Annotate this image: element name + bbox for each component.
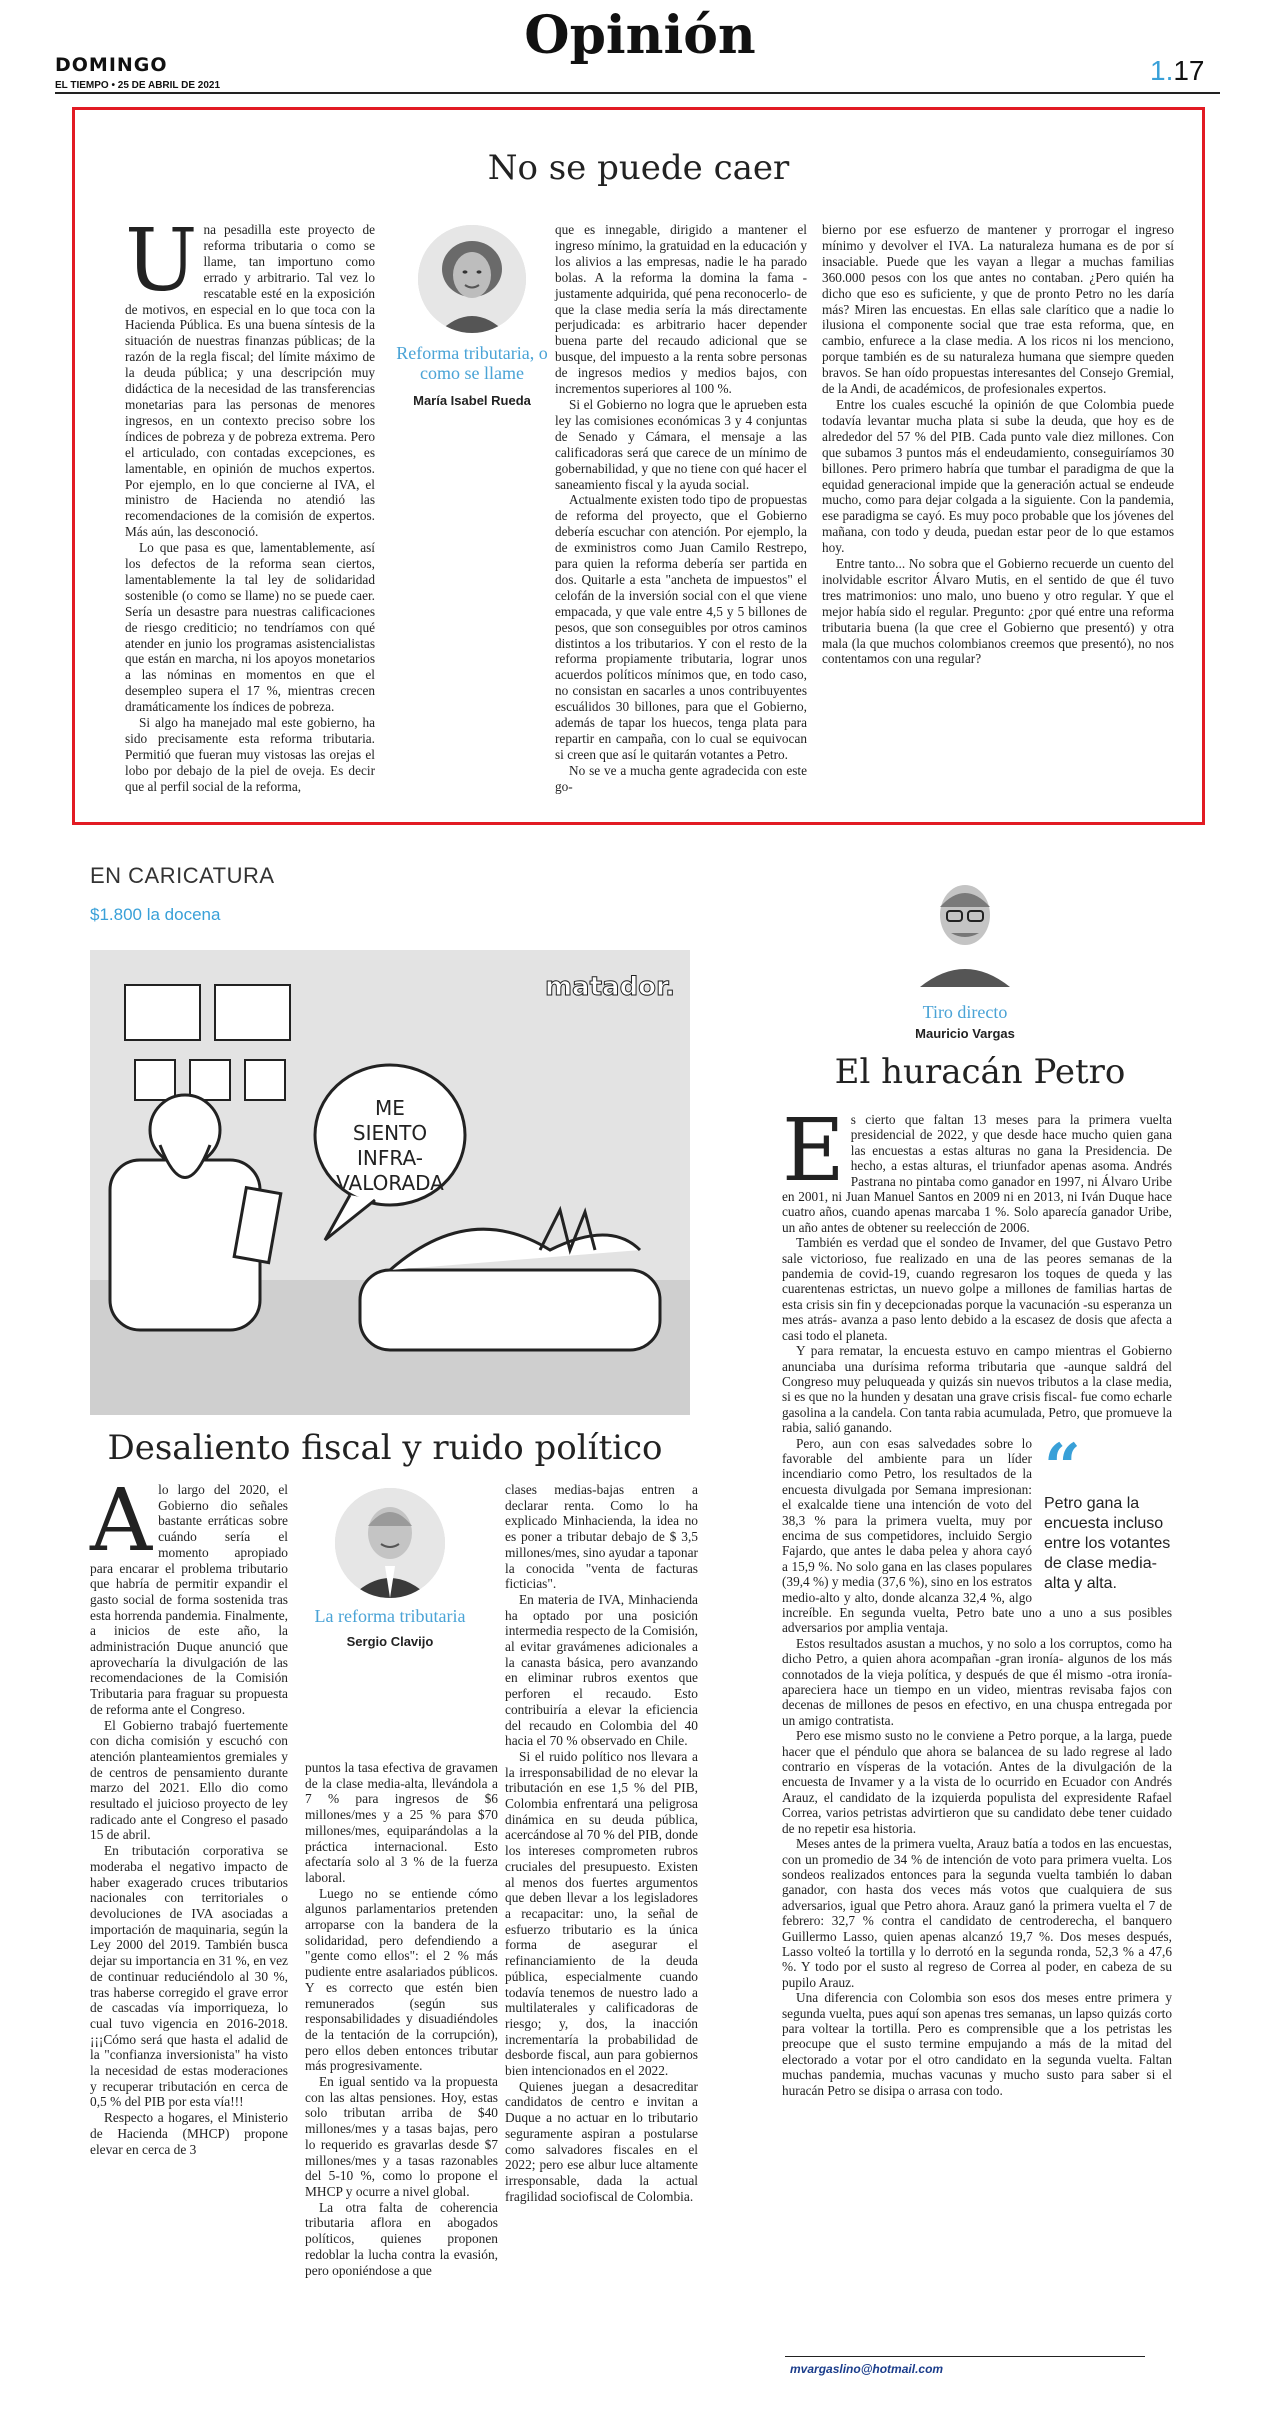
cartoon-signature: matador. [544,972,676,1002]
column-name: Reforma tributaria, o como se llame [396,343,548,383]
man-portrait-icon [335,1488,445,1598]
page-number-value: 17 [1173,55,1205,86]
paragraph: Pero ese mismo susto no le conviene a Petro porque, a la larga, puede hacer que el péndulo que ahora se balancea de su lado regrese al lado contrario en vísperas de la votación. Antes de la divulgación de la encuesta de Invamer y a la vista de lo ocurrido en Ecuador con Andrés Arauz, el candidato de la izquierda populista del expresidente Rafael Correa, varios petristas advirtieron que su candidato debe tener cuidado de no repetir esa historia. [782,1728,1172,1836]
paragraph: Actualmente existen todo tipo de propuestas de reforma del proyecto, que el Gobierno debería escuchar con atención. Por ejemplo, la de exministros como Juan Camilo Restrepo, para quien la reforma debería ser partida en dos. Quitarle a esta "ancheta de impuestos" el celofán de la inversión social con el que viene empacada, y que vale entre 4,5 y 5 billones de pesos, que son conseguibles por otros caminos distintos a los tributarios. Y con el resto de la reforma propiamente tributaria, lograr unos acuerdos políticos mínimos que, en todo caso, no consistan en sacarles a unos contribuyentes escuálidos 30 billones, para que el Gobierno, además de tapar los huecos, tenga plata para repartir en campaña, con lo cual se equivocan si creen que así le quitarán votantes a Petro. [555,492,807,762]
svg-text:SIENTO: SIENTO [352,1121,428,1145]
paragraph: El Gobierno trabajó fuertemente con dicha comisión y escuchó con atención planteamientos gremiales y de centros de pensamiento durante marzo del 2021. Ello dio como resultado el juicioso proyecto de ley radicado ante el Congreso el pasado 15 de abril. [90,1717,288,1843]
pullquote-block [1044,1429,1172,1594]
paragraph: puntos la tasa efectiva de gravamen de la clase media-alta, llevándola a 7 % para ingresos de $6 millones/mes y a 25 % para $70 millones/mes, equiparándolas a la práctica internacional. Esto afectaría solo al 3 % de la fuerza laboral. [305,1760,498,1885]
woman-portrait-icon [418,225,526,333]
svg-text:VALORADA: VALORADA [336,1171,444,1195]
svg-text:ME: ME [375,1096,405,1120]
article2-col1 [90,1471,288,2157]
dropcap: A [90,1471,153,1571]
page-number [1150,55,1205,87]
paragraph: Si algo ha manejado mal este gobierno, ha sido precisamente esta reforma tributaria. Permitió que fueran muy vistosas las orejas el lobo por debajo de la piel de oveja. Es decir que al perfil social de la reforma, [125,715,375,794]
footer-rule [785,2356,1145,2357]
paragraph: En tributación corporativa se moderaba el negativo impacto de haber exagerado cruces tributarios nacionales con territoriales o devoluciones de IVA asociadas a importación de maquinaria, según la Ley 2000 del 2019. También busca dejar su importancia en 31 %, en vez de continuar reduciéndolo al 30 %, tras haberse corregido el grave error de cascadas vía imporriqueza, lo cual tuvo vigencia en 2016-2018. ¡¡¡Cómo será que hasta el adalid de la "confianza inversionista" ha visto la necesidad de estas moderaciones y recuperar tributación en cerca de 0,5 % del PIB por esta vía!!! [90,1843,288,2110]
paragraph: s cierto que faltan 13 meses para la primera vuelta presidencial de 2022, y que desde hace mucho quien gana las encuestas a estas alturas no gana la Presidencia. De hecho, a estas alturas, el triunfador apenas asoma. Andrés Pastrana no pintaba como ganador en 1997, ni Álvaro Uribe en 2001, ni Juan Manuel Santos en 2009 ni en 2013, ni Iván Duque hace cuatro años, cuando apenas marcaba 1 %. Solo aparecía ganador Uribe, un año antes de obtener su reelección de 2006. [782,1112,1172,1235]
masthead-rule [55,92,1220,94]
column-name: Tiro directo [922,1002,1008,1022]
page-prefix: 1. [1150,55,1174,86]
paragraph: Entre tanto... No sobra que el Gobierno recuerde un cuento del inolvidable escritor Álvaro Mutis, en el sentido de que él tuvo tres matrimonios: uno malo, uno bueno y otro regular. Y que el mejor había sido el regular. Pregunto: ¿por qué entre una reforma tributaria buena (la que cree el Gobierno que presentó) y otra mala (la que muchos colombianos creemos que presentó), no nos contentamos con una regular? [822,556,1174,667]
paragraph: Meses antes de la primera vuelta, Arauz batía a todos en las encuestas, con un promedio de 34 % de intención de voto para primera vuelta. Los sondeos realizados entonces para la segunda vuelta también lo daban ganador, con hasta dos veces más votos que cualquiera de sus adversarios, igual que Petro ahora. Arauz ganó la primera vuelta el 7 de febrero: 32,7 % contra el candidato de centroderecha, el banquero Guillermo Lasso, quien apenas alcanzó 19,7 %. Dos meses después, Lasso volteó la tortilla y lo derrotó en la segunda ronda, 52,3 % a 47,6 %. Y todo por el susto al regreso de Correa al poder, en cabeza de su pupilo Arauz. [782,1836,1172,1990]
paragraph: La otra falta de coherencia tributaria aflora en abogados políticos, quienes proponen redoblar la lucha contra la evasión, pero oponiéndose a que [305,2199,498,2278]
quote-icon: “ [1044,1429,1081,1505]
paragraph: clases medias-bajas entren a declarar renta. Como lo ha explicado Minhacienda, la idea no es poner a tributar debajo de $ 3,5 millones/mes, sino ayudar a taponar la conocida "venta de facturas ficticias". [505,1482,699,1592]
caricature-image [90,950,690,1415]
paragraph: En materia de IVA, Minhacienda ha optado por una posición intermedia respecto de la Comisión, al evitar gravámenes adicionales a la canasta básica, pero avanzando en eliminar rubros exentos que perforen el recaudo. Esto contribuiría a elevar la eficiencia del recaudo en Colombia del 40 hacia el 70 % observado en Chile. [505,1591,698,1749]
article3-title: El huracán Petro [834,1052,1126,1092]
paragraph: bierno por ese esfuerzo de mantener y prorrogar el ingreso mínimo y devolver el IVA. La naturaleza humana es de por sí insaciable. Puede que les vayan a llegar a muchas familias 360.000 pesos con los que antes no contaban. ¿Pero quién ha dicho que eso es suficiente, y que de pronto Petro no les daría más? Miren las encuestas. En ellas sale clarítico que a nadie lo ilusiona el componente social que trae esta reforma, que, en cambio, enfurece a la clase media. A los ricos ni los menciono, porque también es de su naturaleza humana que siempre queden bravos. Se han oído propuestas interesantes del Consejo Gremial, de la Andi, de académicos, de profesionales expertos. [822,222,1174,397]
pullquote: Petro gana la encuesta incluso entre los votantes de clase media-alta y alta. [1044,1494,1171,1592]
paragraph: Entre los cuales escuché la opinión de que Colombia puede todavía levantar mucha plata si sube la deuda, que hoy es de alrededor del 57 % del PIB. Cada punto vale diez millones. Con que subamos 3 puntos más el endeudamiento, conseguiríamos 30 billones. Pero primero habría que tumbar el paradigma de que la equidad generacional impide que la generación actual se endeude mucho, como para dejar colgada a la siguiente. Con la pandemia, ese paradigma se cayó. Es muy poco probable que los jóvenes del mañana, con todo y deuda, puedan estar peor de lo que estamos hoy. [822,396,1174,556]
paragraph: No se ve a mucha gente agradecida con este go- [555,762,807,794]
svg-text:INFRA-: INFRA- [357,1146,423,1170]
paragraph: Luego no se entiende cómo algunos parlamentarios pretenden arroparse con la bandera de la solidaridad, pero defendiendo a "gente como ellos": el 2 % más pudiente entre asalariados públicos. Y es correcto que estén bien remunerados (según sus responsabilidades y disuadiéndoles de la tentación de la corrupción), pero ellos deben entonces tributar más progresivamente. [305,1885,498,2074]
article1-col3 [822,222,1174,667]
article1-title: No se puede caer [487,148,790,188]
article1-byline [392,225,552,408]
author-name: Mauricio Vargas [915,1026,1015,1041]
therapy-cartoon-icon [90,950,690,1415]
paragraph: Y para rematar, la encuesta estuvo en campo mientras el Gobierno anunciaba una durísima reforma tributaria que -aunque saldrá del Congreso muy peluqueada y quizás sin nuevos tributos a la clase media, si es que no la hunden y desatan una grave crisis fiscal- fue como echarle gasolina a la candela. Con tanta rabia acumulada, Petro, que promueve la rabia, salió ganando. [782,1343,1172,1436]
article2-col3 [505,1482,698,2204]
paragraph: Si el ruido político nos llevara a la irresponsabilidad de no elevar la tributación en ese 1,5 % del PIB, Colombia enfrentará una peligrosa dinámica en su deuda pública, acercándose al 70 % del PIB, donde los intereses comprometen rubros cruciales del presupuesto. Existen al menos dos fuertes argumentos que deben llevar a los legisladores a recapacitar: uno, la señal de esfuerzo tributario es la única forma de asegurar el refinanciamiento de la deuda pública, especialmente cuando todavía tenemos de nuestro lado a multilaterales y calificadoras de riesgo; y, dos, la inacción incrementaría la probabilidad de desborde fiscal, aun para gobiernos bien intencionados en el 2022. [505,1748,698,2079]
author-portrait [905,867,1025,987]
article1-col2 [555,222,807,795]
article1-col1 [125,211,375,795]
caricature-kicker: EN CARICATURA [90,863,275,888]
paragraph: que es innegable, dirigido a mantener el ingreso mínimo, la gratuidad en la educación y los alivios a las empresas, nadie le ha parado bolas. A la reforma la domina la fama -justamente adquirida, qué pena reconocerlo- de que la clase media sería la más directamente perjudicada: es arbitrario hacer depender buena parte del recaudo adicional que se busque, del impuesto a la renta sobre personas de ingresos medios y medios bajos, con incrementos superiores al 100 %. [555,222,807,397]
dropcap: U [125,211,198,311]
paragraph: na pesadilla este proyecto de reforma tributaria o como se llame, tan importuno como errado y arbitrario. Tal vez lo rescatable esté en la exposición de motivos, en especial en lo que toca con la Hacienda Pública. Es una buena síntesis de la situación de nuestras finanzas públicas; de la razón de la regla fiscal; del límite máximo de la deuda pública; y una descripción muy didáctica de la necesidad de las transferencias monetarias para las personas de menores ingresos, en un contexto preciso sobre los índices de pobreza y de pobreza extrema. Pero el articulado, con contadas excepciones, es lamentable, en opinión de muchos expertos. Por ejemplo, en lo que concierne al IVA, el ministro de Hacienda no atendió las recomendaciones de la comisión de expertos. Más aún, las desconoció. [125,222,375,540]
paragraph: También es verdad que el sondeo de Invamer, del que Gustavo Petro sale victorioso, fue realizado en una de las peores semanas de la pandemia de covid-19, cuando regresaron los toques de queda y las cuarentenas estrictas, un nuevo golpe a millones de familias hartas de esta crisis sin fin y decepcionadas porque la vacunación -su esperanza un mes atrás- avanza a paso lento debido a la escasez de dosis que afecta a casi todo el planeta. [782,1235,1172,1343]
dateline: EL TIEMPO • 25 DE ABRIL DE 2021 [55,80,221,91]
article3-col1 [782,1101,1172,2098]
column-name: La reforma tributaria [314,1606,466,1626]
author-name: María Isabel Rueda [413,393,531,408]
dropcap: E [782,1101,845,1201]
paragraph: Quienes juegan a desacreditar candidatos de centro e invitan a Duque a no actuar en lo tributario seguramente aspiran a postularse como salvadores fiscales en el 2022; pero ese albur luce altamente irresponsable, dada la actual fragilidad sociofiscal de Colombia. [505,2078,698,2204]
day-label: DOMINGO [55,54,168,76]
article2-col2 [305,1760,498,2278]
paragraph: Pero, aun con esas salvedades sobre lo favorable del ambiente para un líder incendiario como Petro, los resultados de la encuesta divulgada por Semana impresionan: el exalcalde tiene una intención de voto del 38,3 % para la primera vuelta, muy por encima de sus competidores, incluido Sergio Fajardo, que antes le daba pelea y ahora cayó a 15,9 %. No solo gana en las clases populares (39,4 %) y media (37,6 %), sino en los estratos medio-alto y alto, donde alcanza 32,4 %, algo increíble. En segunda vuelta, Petro bate uno a uno a sus posibles adversarios por amplia ventaja. [782,1435,1172,1636]
paragraph: lo largo del 2020, el Gobierno dio señales bastante erráticas sobre cuándo sería el momento apropiado para encarar el problema tributario que habría de permitir expandir el gasto social de forma sostenida tras esta horrenda pandemia. Finalmente, a inicios de este año, la administración Duque anunció que aprovecharía la divulgación de las recomendaciones de la Comisión Tributaria para fraguar su propuesta de reforma ante el Congreso. [90,1482,288,1717]
caricature-subline: $1.800 la docena [90,905,221,924]
article2-title: Desaliento fiscal y ruido político [107,1428,663,1468]
article2-byline [305,1488,475,1649]
author-name: Sergio Clavijo [346,1634,434,1649]
paragraph: En igual sentido va la propuesta con las altas pensiones. Hoy, estas solo tributan arriba de $40 millones/mes y a tasas bajas, pero lo requerido es gravarlas desde $7 millones/mes y a tasas razonables del 5-10 %, como lo propone el MHCP y ocurre a nivel global. [305,2074,498,2199]
paragraph: Lo que pasa es que, lamentablemente, así los defectos de la reforma sean ciertos, lamentablemente la tal ley de solidaridad sostenible (o como se llame) no se puede caer. Sería un desastre para nuestras calificaciones de riesgo crediticio; no tendríamos con qué atender en junio los programas asistencialistas que están en marcha, ni los apoyos monetarios a las nóminas en momentos en que el desempleo supera el 17 %, mientras crecen dramáticamente los índices de pobreza. [125,540,375,715]
paragraph: Respecto a hogares, el Ministerio de Hacienda (MHCP) propone elevar en cerca de 3 [90,2110,288,2157]
author-email[interactable]: mvargaslino@hotmail.com [790,2362,944,2376]
paragraph: Una diferencia con Colombia son esos dos meses entre primera y segunda vuelta, pues aquí son apenas tres semanas, un lapso quizás corto para voltear la tortilla. Pero es comprensible que a los petristas les preocupe que el susto termine empujando a más de la mitad del electorado a votar por el otro candidato en la segunda vuelta. Faltan muchas pandemia, muchas vacunas y mucho susto para saber si el huracán Petro se disipa o arrasa con todo. [782,1990,1172,2098]
paragraph: Si el Gobierno no logra que le aprueben esta ley las comisiones económicas 3 y 4 conjuntas de Senado y Cámara, el mensaje a las calificadoras será que carece de un mínimo de gobernabilidad, y que no tiene con qué hacer el saneamiento fiscal y la ayuda social. [555,396,807,492]
section-title: Opinión [524,5,756,66]
man-glasses-portrait-icon [905,867,1025,987]
author-portrait [335,1488,445,1598]
author-portrait [418,225,526,333]
paragraph: Estos resultados asustan a muchos, y no solo a los corruptos, como ha dicho Petro, a quien ahora acompañan -gran ironía- algunos de los más connotados de la vieja política, y después de que él mismo -otra ironía- apareciera hace un tiempo en un video, mientras revisaba fajos con decenas de millones de pesos en efectivo, en una chuspa entregada por un amigo contratista. [782,1635,1172,1728]
